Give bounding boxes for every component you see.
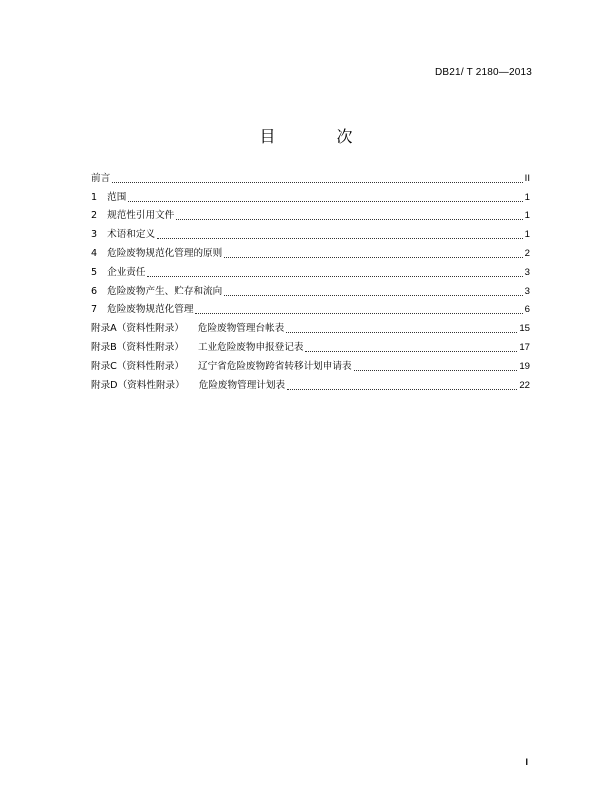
toc-entry-label: 危险废物管理台帐表 bbox=[197, 323, 285, 335]
toc-leader-dots bbox=[354, 361, 518, 371]
toc-leader-dots bbox=[128, 192, 522, 202]
toc-entry-label: 危险废物规范化管理 bbox=[107, 304, 194, 316]
toc-entry-page: 1 bbox=[524, 210, 530, 222]
toc-entry-appendix-d[interactable] bbox=[91, 373, 530, 392]
toc-leader-dots bbox=[305, 342, 517, 352]
toc-entry-7[interactable] bbox=[91, 298, 530, 317]
toc-entry-6[interactable] bbox=[91, 279, 530, 298]
page-number: I bbox=[525, 757, 528, 767]
toc-leader-dots bbox=[224, 248, 522, 258]
toc-entry-label: 危险废物产生、贮存和流向 bbox=[107, 285, 223, 297]
toc-entry-3[interactable] bbox=[91, 222, 530, 241]
toc-entry-number: 5 bbox=[91, 266, 98, 278]
toc-entry-2[interactable] bbox=[91, 204, 530, 223]
toc-entry-number: 6 bbox=[91, 285, 98, 297]
toc-entry-label: 前言 bbox=[91, 172, 111, 184]
toc-entry-label: 危险废物规范化管理的原则 bbox=[107, 247, 223, 259]
toc-leader-dots bbox=[287, 380, 517, 390]
toc-entry-page: 6 bbox=[524, 304, 530, 316]
toc-leader-dots bbox=[147, 267, 522, 277]
toc-entry-label: 规范性引用文件 bbox=[107, 210, 175, 222]
toc-entry-page: 19 bbox=[519, 360, 530, 372]
toc-entry-number: 4 bbox=[91, 247, 98, 259]
toc-entry-page: 22 bbox=[519, 379, 530, 391]
toc-entry-page: 1 bbox=[524, 191, 530, 203]
toc-entry-label: 辽宁省危险废物跨省转移计划申请表 bbox=[198, 360, 352, 372]
toc-entry-page: 17 bbox=[519, 341, 530, 353]
toc-leader-dots bbox=[195, 304, 522, 314]
toc-entry-page: 2 bbox=[524, 247, 530, 259]
toc-entry-page: II bbox=[524, 172, 530, 184]
toc-entry-appendix-a[interactable] bbox=[91, 316, 530, 335]
toc-entry-1[interactable] bbox=[91, 185, 530, 204]
toc-entry-label: 企业责任 bbox=[107, 266, 146, 278]
toc-entry-label: 范围 bbox=[107, 191, 127, 203]
toc-entry-page: 15 bbox=[519, 323, 530, 335]
toc-leader-dots bbox=[176, 210, 522, 220]
toc-entry-page: 3 bbox=[524, 266, 530, 278]
toc-entry-5[interactable] bbox=[91, 260, 530, 279]
toc-leader-dots bbox=[286, 323, 517, 333]
toc-entry-number: 1 bbox=[91, 191, 98, 203]
toc-entry-appendix-c[interactable] bbox=[91, 354, 530, 373]
toc-entry-number: 2 bbox=[91, 210, 98, 222]
toc-entry-4[interactable] bbox=[91, 241, 530, 260]
toc-entry-number: 附录A（资料性附录） bbox=[91, 323, 184, 335]
toc-entry-page: 3 bbox=[524, 285, 530, 297]
toc-entry-number: 附录D（资料性附录） bbox=[91, 379, 185, 391]
toc-entry-label: 术语和定义 bbox=[107, 229, 156, 241]
toc-entry-number: 3 bbox=[91, 229, 98, 241]
toc-entry-number: 7 bbox=[91, 304, 98, 316]
toc-entry-number: 附录C（资料性附录） bbox=[91, 360, 185, 372]
table-of-contents bbox=[91, 166, 530, 392]
toc-title: 目 次 bbox=[259, 127, 381, 146]
toc-leader-dots bbox=[224, 286, 522, 296]
toc-leader-dots bbox=[112, 173, 522, 183]
toc-entry-number: 附录B（资料性附录） bbox=[91, 341, 184, 353]
toc-leader-dots bbox=[157, 229, 523, 239]
toc-entry-page: 1 bbox=[524, 229, 530, 241]
toc-entry-appendix-b[interactable] bbox=[91, 335, 530, 354]
toc-entry-foreword[interactable] bbox=[91, 166, 530, 185]
toc-entry-label: 危险废物管理计划表 bbox=[198, 379, 286, 391]
document-code: DB21/ T 2180—2013 bbox=[435, 67, 532, 78]
toc-entry-label: 工业危险废物申报登记表 bbox=[197, 341, 304, 353]
